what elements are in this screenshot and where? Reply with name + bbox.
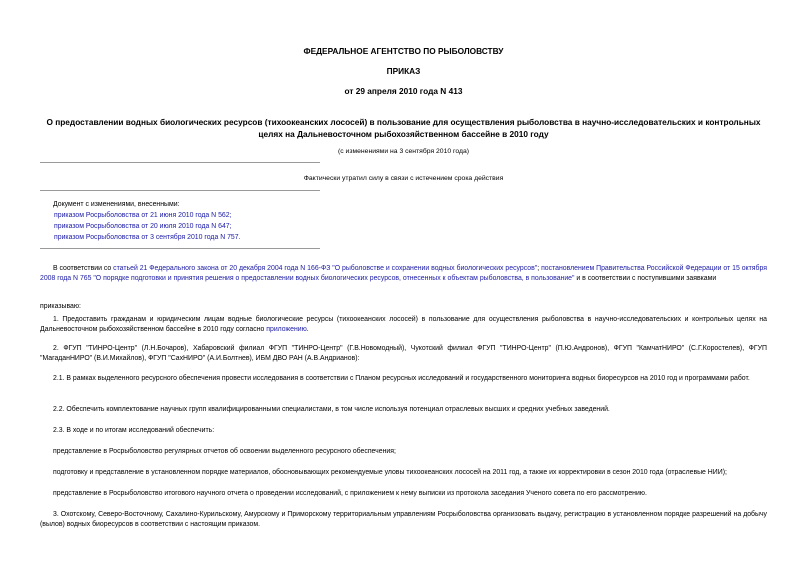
divider — [40, 190, 320, 191]
item-2-3-b: подготовку и представление в установленном порядке материалов, обосновывающих рекомендуемые уловы тихоокеанских лососей на 2011 год, а также их корректировки в сезон 2010 года (отраслевые НИИ); — [53, 469, 727, 476]
changes-intro: Документ с изменениями, внесенными: — [53, 201, 180, 208]
preamble-text: ; — [537, 265, 542, 272]
amended-note: (с изменениями на 3 сентября 2010 года) — [338, 148, 469, 155]
document-date-number: от 29 апреля 2010 года N 413 — [344, 86, 463, 96]
item-1 — [40, 315, 767, 335]
order-word: приказываю: — [40, 303, 81, 310]
preamble-text: и в соответствии с поступившими заявками — [574, 275, 717, 282]
item-2-1: 2.1. В рамках выделенного ресурсного обеспечения провести исследования в соответствии с Планом ресурсных исследований и государственного мониторинга водных биоресурсов на 2010 год и программами работ. — [53, 375, 750, 382]
divider — [40, 248, 320, 249]
divider — [40, 162, 320, 163]
item-3: 3. Охотскому, Северо-Восточному, Сахалино-Курильскому, Амурскому и Приморскому территориальным управлениям Росрыболовства организовать выдачу, регистрацию в установленном порядке разрешений на добычу (вылов) водных биоресурсов в соответствии с настоящим приказом. — [40, 511, 767, 528]
amendment-link[interactable]: приказом Росрыболовства от 20 июля 2010 года N 647; — [54, 223, 232, 230]
changes-block — [53, 199, 241, 243]
agency-name: ФЕДЕРАЛЬНОЕ АГЕНТСТВО ПО РЫБОЛОВСТВУ — [303, 46, 504, 56]
government-decree-link[interactable]: постановлением Правительства Российской Федерации от 15 октября 2008 года N 765 "О порядке подготовки и принятия решения о предоставлении водных биологических ресурсов, отнесенных к объектам рыболовства, в пользование" — [40, 265, 767, 282]
preamble-text: В соответствии со — [53, 265, 114, 272]
item-2: 2. ФГУП "ТИНРО-Центр" (Л.Н.Бочаров), Хабаровский филиал ФГУП "ТИНРО-Центр" (Г.В.Новомодный), Чукотский филиал ФГУП "ТИНРО-Центр" (П.Ю.Андронов), ФГУП "КамчатНИРО" (С.Г.Коростелев), ФГУП "МагаданНИРО" (В.И.Михайлов), ФГУП "СахНИРО" (А.И.Болтнев), ИБМ ДВО РАН (А.В.Андрианов): — [40, 345, 767, 362]
item-2-3-c: представление в Росрыболовство итогового научного отчета о проведении исследований, с приложением к нему выписки из протокола заседания Ученого совета по его рассмотрению. — [53, 490, 647, 497]
item-1-text: 1. Предоставить гражданам и юридическим лицам водные биологические ресурсы (тихоокеанских лососей) в пользование для осуществления рыболовства в научно-исследовательских и контрольных целях на Дальневосточном рыбохозяйственном бассейне в 2010 году согласно — [40, 316, 767, 333]
federal-law-link[interactable]: статьей 21 Федерального закона от 20 декабря 2004 года N 166-ФЗ "О рыболовстве и сохранении водных биологических ресурсов" — [113, 265, 538, 272]
document-title: О предоставлении водных биологических ресурсов (тихоокеанских лососей) в пользование для осуществления рыболовства в научно-исследовательских и контрольных целях на Дальневосточном рыбохозяйственном бассейне в 2010 году — [46, 117, 761, 139]
status-note: Фактически утратил силу в связи с истечением срока действия — [303, 175, 504, 182]
item-2-3: 2.3. В ходе и по итогам исследований обеспечить: — [53, 427, 215, 434]
item-2-2: 2.2. Обеспечить комплектование научных групп квалифицированными специалистами, в том числе используя потенциал отраслевых высших и средних учебных заведений. — [53, 406, 610, 413]
item-2-3-a: представление в Росрыболовство регулярных отчетов об освоении выделенного ресурсного обеспечения; — [53, 448, 396, 455]
amendment-link[interactable]: приказом Росрыболовства от 21 июня 2010 года N 562; — [54, 212, 232, 219]
appendix-link[interactable]: приложению — [266, 326, 307, 333]
item-1-end: . — [306, 326, 309, 333]
amendment-link[interactable]: приказом Росрыболовства от 3 сентября 2010 года N 757. — [54, 234, 241, 241]
document-type: ПРИКАЗ — [386, 66, 421, 76]
preamble — [40, 264, 767, 284]
